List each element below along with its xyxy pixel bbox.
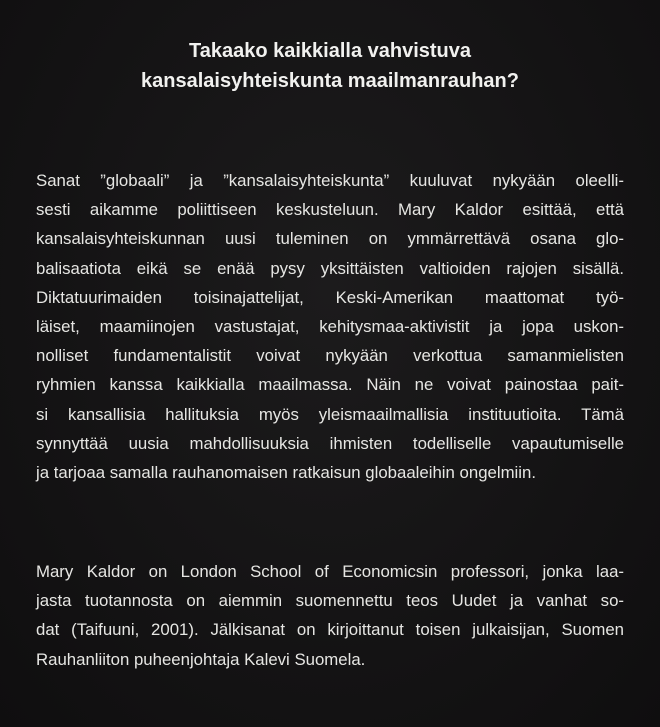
paragraph-line: Mary Kaldor on London School of Economicsin professori, jonka laa- [36, 562, 624, 581]
paragraph-line: ja tarjoaa samalla rauhanomaisen ratkaisun globaaleihin ongelmiin. [36, 462, 537, 482]
paragraph-line: jasta tuotannosta on aiemmin suomennettu teos Uudet ja vanhat so- [36, 591, 624, 611]
paragraph-line: si kansallisia hallituksia myös yleismaailmallisia instituutioita. Tämä [36, 404, 624, 424]
paragraph-line: nolliset fundamentalistit voivat nykyään verkottua samanmielisten [36, 346, 624, 366]
paragraph-line: balisaatiota eikä se enää pysy yksittäisten valtioiden rajojen sisällä. [36, 258, 624, 278]
paragraph-line: sesti aikamme poliittiseen keskusteluun. Mary Kaldor esittää, että [36, 200, 624, 220]
description-paragraph [36, 166, 624, 487]
paragraph-line: Sanat ”globaali” ja ”kansalaisyhteiskunta” kuuluvat nykyään oleelli- [36, 171, 624, 190]
author-bio-paragraph [36, 557, 624, 674]
paragraph-line: dat (Taifuuni, 2001). Jälkisanat on kirjoittanut toisen julkaisijan, Suomen [36, 620, 624, 640]
heading-line-2: kansalaisyhteiskunta maailmanrauhan? [141, 70, 519, 92]
heading-line-1: Takaako kaikkialla vahvistuva [188, 40, 472, 62]
paragraph-line: Diktatuurimaiden toisinajattelijat, Keski-Amerikan maattomat työ- [36, 287, 624, 307]
paragraph-line: kansalaisyhteiskunnan uusi tuleminen on ymmärrettävä osana glo- [36, 229, 624, 249]
paragraph-line: läiset, maamiinojen vastustajat, kehitysmaa-aktivistit ja jopa uskon- [36, 316, 624, 336]
paragraph-line: synnyttää uusia mahdollisuuksia ihmisten todelliselle vapautumiselle [36, 433, 624, 453]
paragraph-line: Rauhanliiton puheenjohtaja Kalevi Suomela. [36, 649, 366, 669]
cover-heading [0, 36, 660, 96]
paragraph-line: ryhmien kanssa kaikkialla maailmassa. Näin ne voivat painostaa pait- [36, 375, 624, 395]
